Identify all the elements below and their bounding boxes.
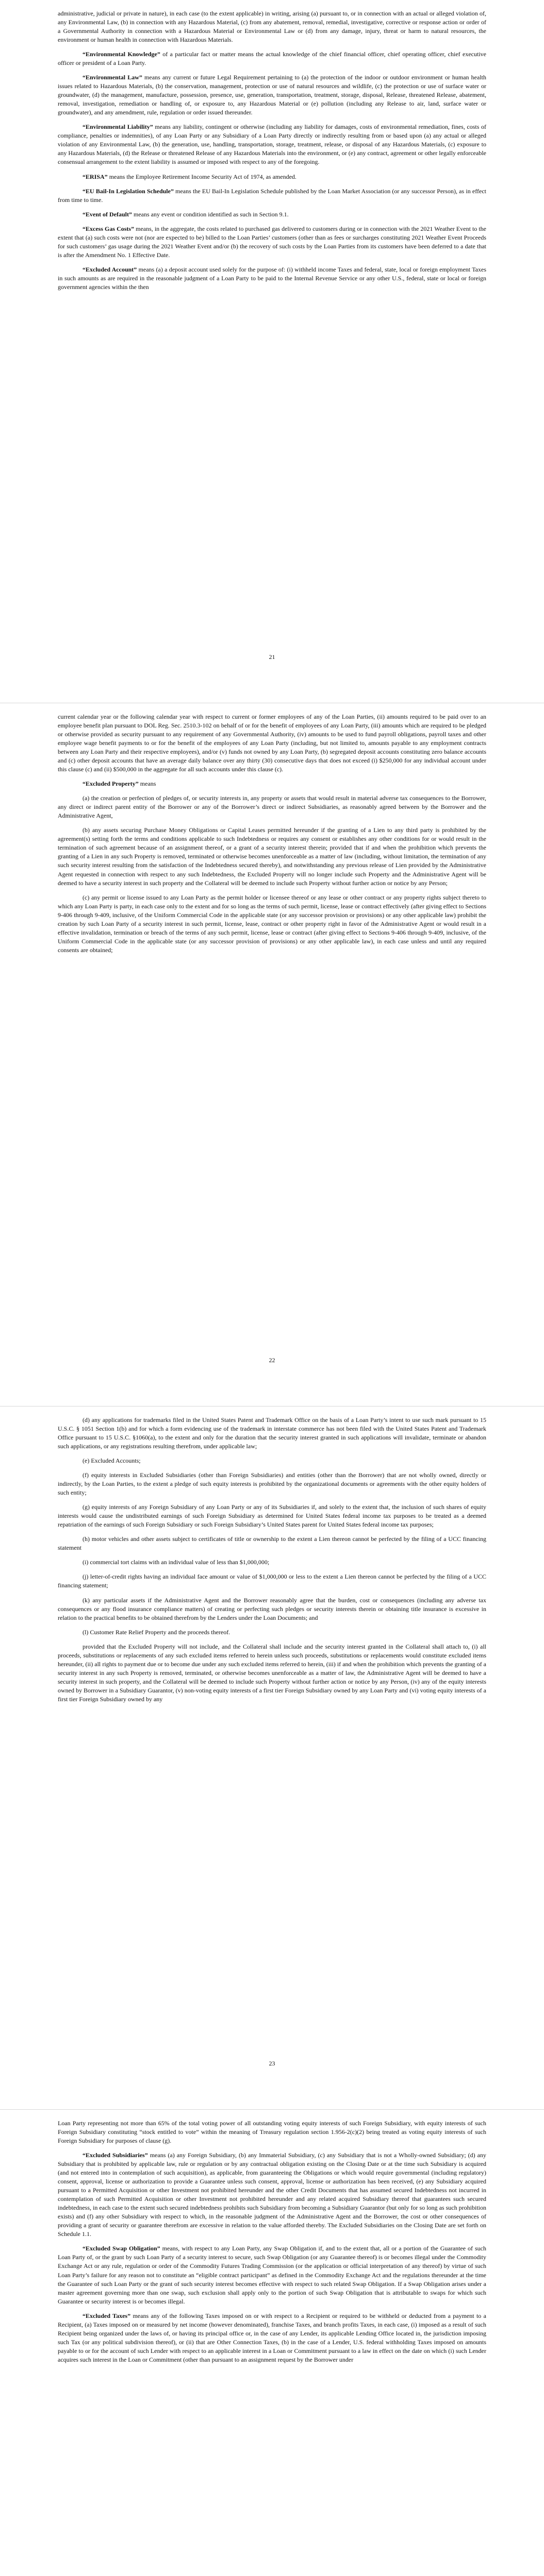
- page-23: [0, 1406, 544, 2110]
- clause-j: (j) letter-of-credit rights having an individual face amount or value of $1,000,000 or less to the extent a Lien thereon cannot be perfected by the filing of a UCC financing statement;: [58, 1573, 486, 1589]
- definition-eu-bail-in-legislation-schedule: “EU Bail-In Legislation Schedule” means the EU Bail-In Legislation Schedule published by the Loan Market Association (or any successor Person), as in effect from time to time.: [58, 187, 486, 204]
- definition-environmental-knowledge: “Environmental Knowledge” of a particular fact or matter means the actual knowledge of the chief financial officer, chief operating officer, chief executive officer or president of a Loan Party.: [58, 50, 486, 67]
- page-number: 21: [269, 653, 275, 660]
- clause-g: (g) equity interests of any Foreign Subsidiary of any Loan Party or any of its Subsidiaries if, and solely to the extent that, the inclusion of such shares of equity interests would cause the undistributed earnings of such Foreign Subsidiary as determined for United States federal income tax purposes to be treated as a deemed repatriation of the earnings of such Foreign Subsidiary or such Foreign Subsidiary’s United States parent for United States federal income tax purposes;: [58, 1503, 486, 1529]
- clause-f: (f) equity interests in Excluded Subsidiaries (other than Foreign Subsidiaries) and entities (other than the Borrower) that are not wholly owned, directly or indirectly, by the Loan Parties, to the extent a pledge of such equity interests is prohibited by the organizational documents or agreements with the other equity holders of such entity;: [58, 1471, 486, 1497]
- page-number: 23: [269, 2060, 275, 2067]
- page-24: [0, 2110, 544, 2576]
- clause-b: (b) any assets securing Purchase Money Obligations or Capital Leases permitted hereunder if the granting of a Lien to any third party is prohibited by the agreement(s) setting forth the terms and conditions applicable to such Indebtedness or requires any consent or establishes any other conditions for or would result in the termination of such agreement because of an assignment thereof, or a grant of a security interest therein; provided that if and when the prohibition which prevents the granting of a Lien in any such Property is removed, terminated or otherwise becomes unenforceable as a matter of law (including, without limitation, the termination of any such security interest resulting from the satisfaction of the Indebtedness secured thereby), and notwithstanding any previous release of Lien provided by the Administrative Agent requested in connection with respect to any such Indebtedness, the Excluded Property will no longer include such Property and the Administrative Agent will be deemed to have a security interest in such property and the Collateral will be deemed to include such Property without further action or notice by any Person;: [58, 826, 486, 887]
- clause-d: (d) any applications for trademarks filed in the United States Patent and Trademark Office on the basis of a Loan Party’s intent to use such mark pursuant to 15 U.S.C. § 1051 Section 1(b) and for which a form evidencing use of the trademark in interstate commerce has not been filed with the United States Patent and Trademark Office pursuant to 15 U.S.C. §1060(a), to the extent and only for the duration that the security interest granted in such applications will invalidate, terminate or abandon such applications, or any registrations resulting therefrom, under applicable law;: [58, 1416, 486, 1450]
- page-22: [0, 703, 544, 1406]
- clause-h: (h) motor vehicles and other assets subject to certificates of title or ownership to the extent a Lien thereon cannot be perfected by the filing of a UCC financing statement: [58, 1535, 486, 1552]
- clause-a: (a) the creation or perfection of pledges of, or security interests in, any property or assets that would result in material adverse tax consequences to the Borrower, any direct or indirect parent entity of the Borrower or any of the Borrower’s direct or indirect Subsidiaries, as reasonably agreed between by the Borrower and the Administrative Agent,: [58, 794, 486, 820]
- clause-c: (c) any permit or license issued to any Loan Party as the permit holder or licensee thereof or any lease or other contract or any property rights subject thereto to which any Loan Party is party, in each case only to the extent and for so long as the terms of such permit, license, lease or contract effectively (after giving effect to Sections 9-406 through 9-409, inclusive, of the Uniform Commercial Code in the applicable state (or any successor provision or provisions) or any other applicable law) prohibit the creation by such Loan Party of a security interest in such permit, license, lease, contract or other property right in favor of the Administrative Agent or would result in a effective invalidation, termination or breach of the terms of any such permit, license, lease or contract (after giving effect to Sections 9-406 through 9-409, inclusive, of the Uniform Commercial Code in the applicable state (or any successor provision of provisions) or any other applicable law), in each case unless and until any required consents are obtained;: [58, 893, 486, 954]
- clause-i: (i) commercial tort claims with an individual value of less than $1,000,000;: [83, 1558, 270, 1566]
- clause-e: (e) Excluded Accounts;: [83, 1457, 141, 1465]
- definition-event-of-default: “Event of Default” means any event or condition identified as such in Section 9.1.: [83, 210, 289, 218]
- definition-excess-gas-costs: “Excess Gas Costs” means, in the aggregate, the costs related to purchased gas delivered to customers during or in connection with the 2021 Weather Event to the extent that (a) such costs were not (nor are expected to be) billed to the Loan Parties’ customers (other than as fees or surcharges constituting 2021 Weather Event Proceeds for such customers’ gas usage during the 2021 Weather Event and/or (b) the recovery of such costs by the Loan Parties from its customers have been deferred to a date that is after the Amendment No. 1 Effective Date.: [58, 225, 486, 259]
- page-21: [0, 0, 544, 703]
- proviso: provided that the Excluded Property will not include, and the Collateral shall include and the security interest granted in the Collateral shall attach to, (i) all proceeds, substitutions or replacements of any such excluded items referred to herein unless such proceeds, substitutions or replacements would constitute excluded items hereunder, (ii) all rights to payment due or to become due under any such excluded items referred to herein, (iii) if and when the prohibition which prevents the granting of a security interest in any such Property is removed, terminated, or otherwise becomes unenforceable as a matter of law, the Administrative Agent will be deemed to have a security interest in such property, and the Collateral will be deemed to include such Property without further action or notice by any Person, (iv) any of the equity interests owned by Borrower in a Subsidiary Guarantor, (v) non-voting equity interests of a first tier Foreign Subsidiary owned by any Loan Party and (vi) voting equity interests of a first tier Foreign Subsidiary owned by any: [58, 1642, 486, 1703]
- page-number: 22: [269, 1357, 275, 1364]
- definition-environmental-law: “Environmental Law” means any current or future Legal Requirement pertaining to (a) the protection of the indoor or outdoor environment or human health issues related to Hazardous Materials, (b) the conservation, management, protection or use of natural resources and wildlife, (c) the protection or use of surface water or groundwater, (d) the management, manufacture, possession, presence, use, generation, transportation, treatment, storage, disposal, Release, threatened Release, abatement, removal, investigation, remediation or handling of, or exposure to, any Hazardous Material or (e) pollution (including any Release to air, land, surface water or groundwater), and any amendment, rule, regulation or order issued thereunder.: [58, 74, 486, 116]
- definition-excluded-swap-obligation: “Excluded Swap Obligation” means, with respect to any Loan Party, any Swap Obligation if, and to the extent that, all or a portion of the Guarantee of such Loan Party of, or the grant by such Loan Party of a security interest to secure, such Swap Obligation (or any Guarantee thereof) is or becomes illegal under the Commodity Exchange Act or any rule, regulation or order of the Commodity Futures Trading Commission (or the application or official interpretation of any thereof) by virtue of such Loan Party’s failure for any reason not to constitute an “eligible contract participant” as defined in the Commodity Exchange Act and the regulations thereunder at the time the Guarantee of such Loan Party or the grant of such security interest becomes effective with respect to such related Swap Obligation. If a Swap Obligation arises under a master agreement governing more than one swap, such exclusion shall apply only to the portion of such Swap Obligation that is attributable to swaps for which such Guarantee or security interest is or becomes illegal.: [58, 2245, 486, 2305]
- clause-l: (l) Customer Rate Relief Property and the proceeds thereof.: [83, 1628, 230, 1636]
- clause-k: (k) any particular assets if the Administrative Agent and the Borrower reasonably agree that the burden, cost or consequences (including any adverse tax consequences or any flood insurance compliance matters) of creating or perfecting such pledges or security interests therein or obtaining title insurance is excessive in relation to the practical benefits to be obtained therefrom by the Lenders under the Loan Documents; and: [58, 1596, 486, 1621]
- definition-excluded-subsidiaries: “Excluded Subsidiaries” means (a) any Foreign Subsidiary, (b) any Immaterial Subsidiary, (c) any Subsidiary that is not a Wholly-owned Subsidiary; (d) any Subsidiary that is prohibited by applicable law, rule or regulation or by any contractual obligation existing on the Closing Date or at the time such Subsidiary is acquired (and not entered into in contemplation of such acquisition), as applicable, from guaranteeing the Obligations or which would require governmental (including regulatory) consent, approval, license or authorization to provide a Guarantee unless such consent, approval, license or authorization has been received, (e) any Subsidiary acquired pursuant to a Permitted Acquisition or other Investment not prohibited hereunder and the other Credit Documents that has assumed secured Indebtedness not incurred in contemplation of such Permitted Acquisition or other Investment not prohibited hereunder and any related acquired Subsidiary thereof that guarantees such secured indebtedness, in each case to the extent such secured indebtedness prohibits such Subsidiary from becoming a Subsidiary Guarantor (but only for so long as such prohibition exists) and (f) any other Subsidiary with respect to which, in the reasonable judgment of the Administrative Agent and the Borrower, the cost or other consequences of providing a grant of security or guarantee therefrom are excessive in relation to the value afforded thereby. The Excluded Subsidiaries on the Closing Date are set forth on Schedule 1.1.: [58, 2151, 487, 2238]
- definition-excluded-account: “Excluded Account” means (a) a deposit account used solely for the purpose of: (i) withheld income Taxes and federal, state, local or foreign employment Taxes in such amounts as are required in the reasonable judgment of a Loan Party to be paid to the Internal Revenue Service or any other U.S., federal, state or local or foreign government agencies within the then: [58, 265, 487, 291]
- definition-erisa: “ERISA” means the Employee Retirement Income Security Act of 1974, as amended.: [83, 173, 296, 180]
- definition-environmental-liability: “Environmental Liability” means any liability, contingent or otherwise (including any liability for damages, costs of environmental remediation, fines, costs of compliance, penalties or indemnities), of any Loan Party or any Subsidiary of a Loan Party directly or indirectly resulting from or based upon (a) any actual or alleged violation of any Environmental Law, (b) the generation, use, handling, transportation, storage, treatment, release, or disposal of any Hazardous Materials, (c) exposure to any Hazardous Materials, (d) the Release or threatened Release of any Hazardous Materials into the environment, or (e) any contract, agreement or other legally enforceable consensual arrangement to the extent liability is assumed or imposed with respect to any of the foregoing.: [58, 123, 486, 166]
- definition-excluded-taxes: “Excluded Taxes” means any of the following Taxes imposed on or with respect to a Recipient or required to be withheld or deducted from a payment to a Recipient, (a) Taxes imposed on or measured by net income (however denominated), franchise Taxes, and branch profits Taxes, in each case, (i) imposed as a result of such Recipient being organized under the laws of, or having its principal office or, in the case of any Lender, its applicable Lending Office located in, the jurisdiction imposing such Tax (or any political subdivision thereof), or (ii) that are Other Connection Taxes, (b) in the case of a Lender, U.S. federal withholding Taxes imposed on amounts payable to or for the account of such Lender with respect to an applicable interest in a Loan or Commitment pursuant to a law in effect on the date on which (i) such Lender acquires such interest in the Loan or Commitment (other than pursuant to an assignment request by the Borrower under: [58, 2312, 486, 2363]
- paragraph-continuation: current calendar year or the following calendar year with respect to current or former employees of any of the Loan Parties, (ii) amounts required to be paid over to an employee benefit plan pursuant to DOL Reg. Sec. 2510.3-102 on behalf of or for the benefit of employees of any Loan Party, (iii) amounts which are required to be pledged or otherwise provided as security pursuant to any requirement of any Governmental Authority, (iv) amounts to be used to fund payroll obligations, payroll taxes and other employee wage benefit payments to or for the benefit of the employees of any Loan Party (including, but not limited to, amounts payable to any employment contracts between any Loan Party and their respective employees), and/or (v) funds not owned by any Loan Party, (b) segregated deposit accounts constituting zero balance accounts and (c) other deposit accounts that have an average daily balance over any thirty (30) consecutive days that does not exceed (i) $250,000 for any individual account under this clause (c) and (ii) $500,000 in the aggregate for all such accounts under this clause (c).: [58, 713, 486, 773]
- definition-excluded-property: “Excluded Property” means: [83, 780, 156, 788]
- paragraph-continuation: administrative, judicial or private in nature), in each case (to the extent applicable) in writing, arising (a) pursuant to, or in connection with an actual or alleged violation of, any Environmental Law, (b) in connection with any Hazardous Material, (c) from any abatement, removal, remedial, investigative, corrective or response action or order of a Governmental Authority in connection with a Hazardous Material or Environmental Law or (d) from any damage, injury, threat or harm to natural resources, the environment or human health in connection with Hazardous Materials.: [58, 10, 486, 44]
- paragraph-continuation: Loan Party representing not more than 65% of the total voting power of all outstanding voting equity interests of such Foreign Subsidiary, with equity interests of such Foreign Subsidiary constituting “stock entitled to vote” within the meaning of Treasury regulation section 1.956-2(c)(2) being treated as voting equity interests of such Foreign Subsidiary for purposes of clause (g).: [58, 2120, 486, 2145]
